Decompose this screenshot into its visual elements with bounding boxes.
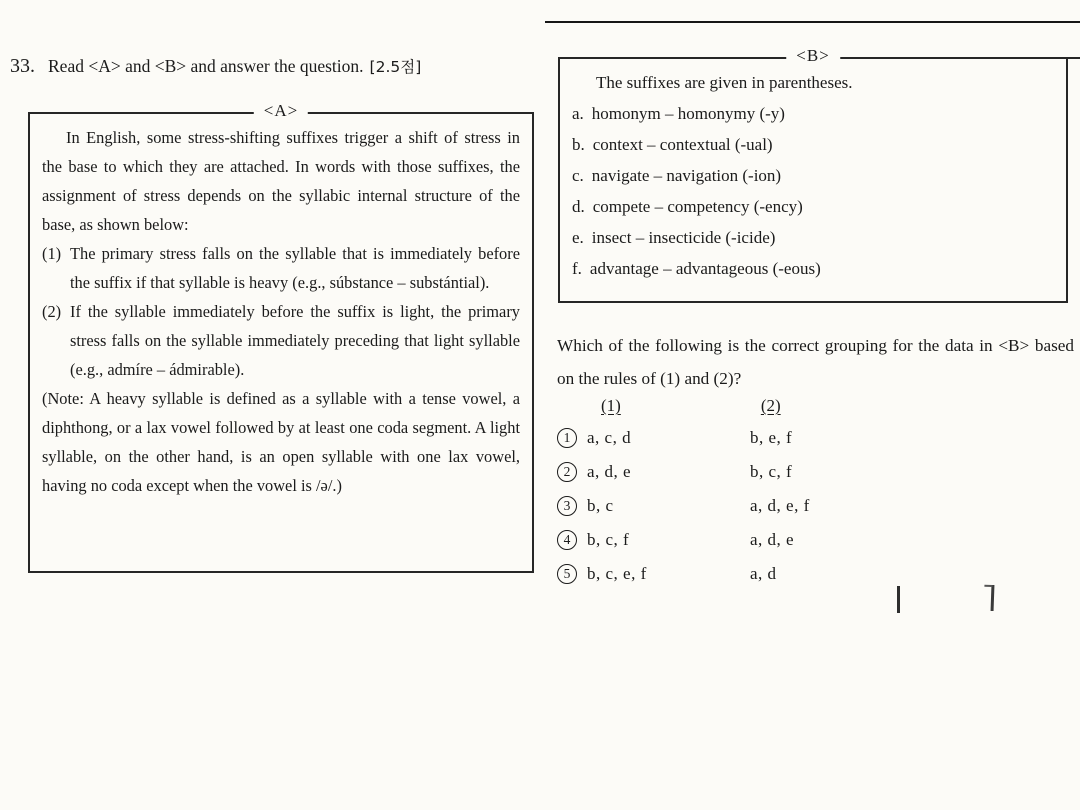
suffix-item-c-text: navigate – navigation (-ion)	[591, 166, 782, 185]
suffix-item-f-text: advantage – advantageous (-eous)	[589, 259, 821, 278]
suffix-item-b-text: context – contextual (-ual)	[592, 135, 773, 154]
option-4-group1: b, c, f	[587, 530, 630, 549]
option-3-group1: b, c	[587, 496, 614, 515]
top-right-rule	[545, 21, 1080, 23]
scan-artifact-mark	[897, 586, 900, 613]
option-5-group1: b, c, e, f	[587, 564, 647, 583]
option-row-4	[557, 523, 987, 557]
suffix-item-d-marker: d.	[572, 197, 585, 216]
option-4-group2: a, d, e	[750, 530, 795, 549]
option-4-number: 4	[557, 530, 577, 550]
suffix-item-f	[572, 253, 1056, 284]
rule-1	[42, 239, 520, 297]
option-2-number: 2	[557, 462, 577, 482]
option-5-group2: a, d	[750, 564, 777, 583]
box-a-note: (Note: A heavy syllable is defined as a syllable with a tense vowel, a diphthong, or a lax vowel followed by at least one coda segment. A light syllable, on the other hand, is an open syllable with one lax vowel, having no coda except when the vowel is /ə/.)	[42, 389, 520, 495]
options-col1-header: (1)	[601, 396, 621, 415]
rule-1-text: The primary stress falls on the syllable that is immediately before the suffix if that syllable is heavy (e.g., súbstance – substántial).	[70, 244, 520, 292]
suffix-item-d	[572, 191, 1056, 222]
suffix-item-d-text: compete – competency (-ency)	[592, 197, 803, 216]
option-1-number: 1	[557, 428, 577, 448]
question-prompt: Read <A> and <B> and answer the question.	[48, 56, 364, 76]
scan-artifact-mark	[991, 585, 995, 611]
passage-box-a	[28, 101, 534, 573]
option-2-group2: b, c, f	[750, 462, 793, 481]
options-col2-header: (2)	[760, 396, 781, 415]
options-header-row	[557, 395, 987, 417]
suffix-item-e	[572, 222, 1056, 253]
rule-2-text: If the syllable immediately before the suffix is light, the primary stress falls on the syllable immediately preceding that light syllable (e.g., admíre – ádmirable).	[70, 302, 520, 379]
rule-2-marker: (2)	[42, 302, 62, 321]
option-3-number: 3	[557, 496, 577, 516]
option-5-number: 5	[557, 564, 577, 584]
option-3-group2: a, d, e, f	[750, 496, 810, 515]
question-header	[10, 55, 540, 78]
suffix-item-a	[572, 98, 1056, 129]
box-a-label: <A>	[254, 101, 308, 121]
suffix-item-e-marker: e.	[572, 228, 584, 247]
answer-options	[557, 395, 987, 591]
question-points: [2.5점]	[369, 58, 422, 76]
option-1-group1: a, c, d	[587, 428, 632, 447]
box-b-border-extension	[1066, 57, 1080, 59]
rule-1-marker: (1)	[42, 244, 62, 263]
sub-question: Which of the following is the correct grouping for the data in <B> based on the rules of (1) and (2)?	[557, 336, 1074, 388]
suffix-item-a-text: homonym – homonymy (-y)	[591, 104, 785, 123]
suffix-item-c	[572, 160, 1056, 191]
box-a-intro: In English, some stress-shifting suffixes trigger a shift of stress in the base to which they are attached. In words with those suffixes, the assignment of stress depends on the syllabic internal structure of the base, as shown below:	[42, 128, 520, 234]
option-row-3	[557, 489, 987, 523]
passage-box-b	[558, 46, 1068, 303]
box-b-intro: The suffixes are given in parentheses.	[596, 73, 853, 92]
box-b-label: <B>	[786, 46, 840, 66]
option-1-group2: b, e, f	[750, 428, 793, 447]
suffix-item-b	[572, 129, 1056, 160]
suffix-item-c-marker: c.	[572, 166, 584, 185]
option-row-2	[557, 455, 987, 489]
suffix-item-b-marker: b.	[572, 135, 585, 154]
option-row-5	[557, 557, 987, 591]
option-2-group1: a, d, e	[587, 462, 632, 481]
suffix-item-a-marker: a.	[572, 104, 584, 123]
question-number: 33.	[10, 55, 35, 77]
suffix-item-f-marker: f.	[572, 259, 582, 278]
rule-2	[42, 297, 520, 384]
suffix-item-e-text: insect – insecticide (-icide)	[591, 228, 776, 247]
option-row-1	[557, 421, 987, 455]
